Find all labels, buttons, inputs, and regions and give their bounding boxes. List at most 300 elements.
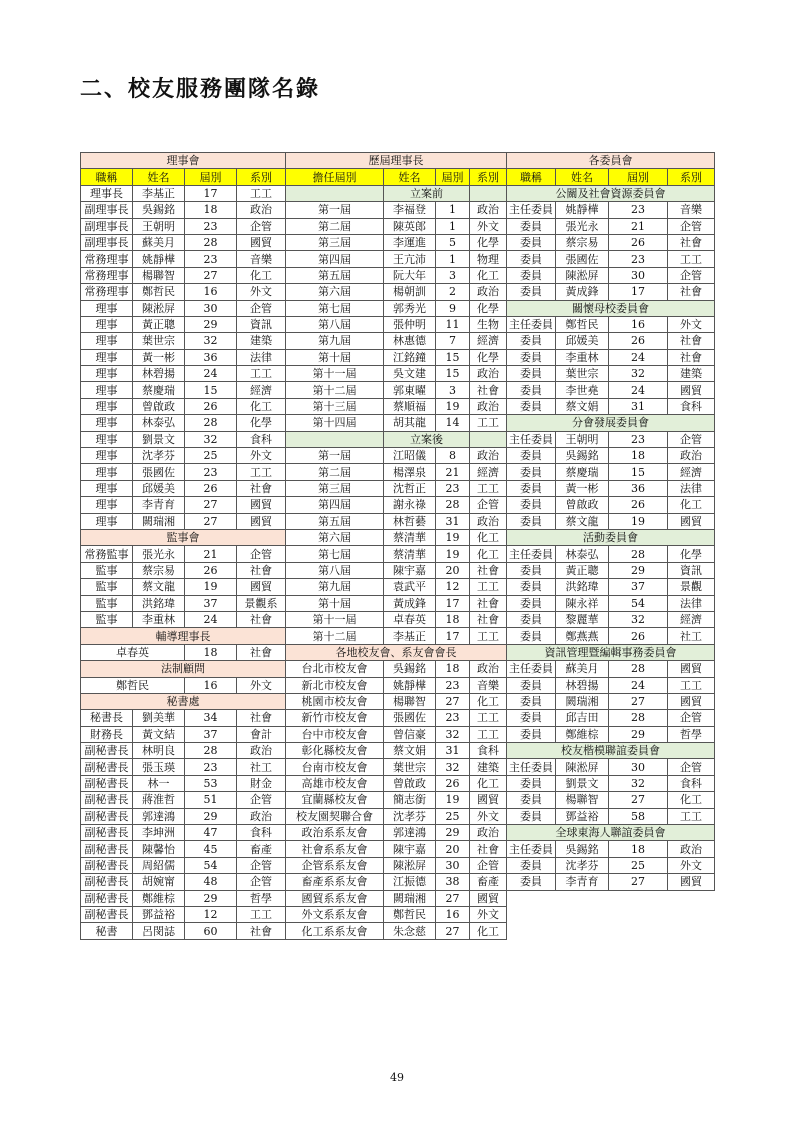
cell: 化工 — [470, 693, 507, 709]
cell: 5 — [436, 234, 470, 250]
cell: 外文 — [470, 906, 507, 922]
cell: 化工 — [470, 775, 507, 791]
cell: 委員 — [507, 464, 556, 480]
cell: 葉世宗 — [384, 759, 436, 775]
cell: 企管 — [237, 874, 286, 890]
cell: 陳淞屏 — [384, 857, 436, 873]
cell: 黃正聰 — [133, 316, 185, 332]
table-row — [286, 464, 507, 480]
cell: 食科 — [237, 825, 286, 841]
group-header-row — [507, 300, 715, 316]
cell: 陳淞屏 — [133, 300, 185, 316]
cell: 劉景文 — [133, 431, 185, 447]
cell: 26 — [185, 398, 237, 414]
table-row — [507, 808, 715, 824]
table-row — [286, 874, 507, 890]
cell: 資訊 — [668, 562, 715, 578]
cell: 委員 — [507, 267, 556, 283]
cell: 吳錫銘 — [133, 202, 185, 218]
table-row — [507, 349, 715, 365]
cell: 法律 — [668, 595, 715, 611]
cell: 23 — [609, 431, 668, 447]
cell: 副秘書長 — [81, 759, 133, 775]
table-row — [507, 775, 715, 791]
cell: 28 — [609, 661, 668, 677]
cell: 畜產 — [470, 874, 507, 890]
column-header: 職稱 — [507, 169, 556, 185]
table-row — [81, 759, 286, 775]
cell: 外文系系友會 — [286, 906, 384, 922]
cell: 第九屆 — [286, 579, 384, 595]
cell: 副秘書長 — [81, 808, 133, 824]
cell: 27 — [609, 874, 668, 890]
cell: 台中市校友會 — [286, 726, 384, 742]
cell: 第五屆 — [286, 513, 384, 529]
table-row — [286, 710, 507, 726]
column-header: 職稱 — [81, 169, 133, 185]
group-header: 立案後 — [384, 431, 470, 447]
cell: 劉美華 — [133, 710, 185, 726]
table-row — [286, 382, 507, 398]
cell: 常務理事 — [81, 284, 133, 300]
cell: 28 — [185, 743, 237, 759]
cell: 林碧揚 — [556, 677, 609, 693]
cell: 第十屆 — [286, 595, 384, 611]
cell: 外文 — [470, 808, 507, 824]
table-row — [81, 792, 286, 808]
cell: 21 — [436, 464, 470, 480]
cell: 23 — [436, 480, 470, 496]
cell: 曾啟政 — [133, 398, 185, 414]
cell: 18 — [436, 661, 470, 677]
cell: 26 — [609, 497, 668, 513]
cell: 委員 — [507, 775, 556, 791]
cell: 李基正 — [133, 185, 185, 201]
cell: 畜產系系友會 — [286, 874, 384, 890]
cell: 江銘鐘 — [384, 349, 436, 365]
cell: 郭達鴻 — [384, 825, 436, 841]
section-header: 秘書處 — [81, 693, 286, 709]
cell: 國貿 — [237, 497, 286, 513]
table-row — [286, 923, 507, 939]
table-row — [286, 513, 507, 529]
column-header-row — [81, 169, 286, 185]
cell: 陳英郎 — [384, 218, 436, 234]
group-header: 校友楷模聯誼委員會 — [507, 743, 715, 759]
cell: 沈孝芬 — [556, 857, 609, 873]
cell: 社會 — [237, 644, 286, 660]
cell: 林哲藝 — [384, 513, 436, 529]
cell: 化工 — [470, 529, 507, 545]
cell: 國貿 — [470, 890, 507, 906]
cell: 化工 — [470, 267, 507, 283]
group-header-row — [286, 185, 507, 201]
cell: 3 — [436, 382, 470, 398]
cell: 2 — [436, 284, 470, 300]
cell: 景觀 — [668, 579, 715, 595]
table-row — [286, 792, 507, 808]
cell: 19 — [609, 513, 668, 529]
cell: 委員 — [507, 710, 556, 726]
cell: 副秘書長 — [81, 792, 133, 808]
cell: 工工 — [470, 726, 507, 742]
cell: 副理事長 — [81, 202, 133, 218]
table-row — [81, 562, 286, 578]
table-row — [81, 431, 286, 447]
cell: 哲學 — [668, 726, 715, 742]
cell: 化學 — [470, 234, 507, 250]
cell: 張玉瑛 — [133, 759, 185, 775]
cell: 主任委員 — [507, 431, 556, 447]
cell: 17 — [436, 628, 470, 644]
cell: 27 — [609, 792, 668, 808]
cell: 委員 — [507, 251, 556, 267]
cell: 委員 — [507, 726, 556, 742]
table-row — [81, 234, 286, 250]
table-row — [81, 595, 286, 611]
cell: 新竹市校友會 — [286, 710, 384, 726]
cell: 25 — [185, 448, 237, 464]
section-header-row — [286, 644, 507, 660]
cell: 李基正 — [384, 628, 436, 644]
cell: 鄭哲民 — [81, 677, 185, 693]
cell: 鄭哲民 — [133, 284, 185, 300]
cell: 理事 — [81, 316, 133, 332]
cell: 化學 — [668, 546, 715, 562]
cell: 23 — [185, 251, 237, 267]
cell: 17 — [609, 284, 668, 300]
cell: 化學 — [470, 349, 507, 365]
cell: 企管 — [470, 497, 507, 513]
table-row — [507, 661, 715, 677]
cell: 沈孝芬 — [384, 808, 436, 824]
cell: 秘書長 — [81, 710, 133, 726]
cell: 常務監事 — [81, 546, 133, 562]
table-row — [81, 333, 286, 349]
cell: 32 — [185, 431, 237, 447]
cell: 19 — [185, 579, 237, 595]
cell: 哲學 — [237, 890, 286, 906]
cell: 14 — [436, 415, 470, 431]
cell: 闕瑞湘 — [384, 890, 436, 906]
cell — [286, 185, 384, 201]
cell: 37 — [185, 726, 237, 742]
cell: 李重林 — [556, 349, 609, 365]
column-header: 姓名 — [133, 169, 185, 185]
cell: 47 — [185, 825, 237, 841]
cell: 第九屆 — [286, 333, 384, 349]
cell: 11 — [436, 316, 470, 332]
cell: 主任委員 — [507, 316, 556, 332]
cell: 鄭維棕 — [133, 890, 185, 906]
cell: 洪銘瑋 — [133, 595, 185, 611]
cell: 第三屆 — [286, 480, 384, 496]
cell: 外文 — [237, 677, 286, 693]
cell: 政治系系友會 — [286, 825, 384, 841]
cell: 20 — [436, 841, 470, 857]
cell: 1 — [436, 202, 470, 218]
column-header: 屆別 — [436, 169, 470, 185]
section-header: 各委員會 — [507, 153, 715, 169]
cell: 呂閔誌 — [133, 923, 185, 939]
table-row — [286, 398, 507, 414]
cell: 企管 — [237, 546, 286, 562]
cell: 彰化縣校友會 — [286, 743, 384, 759]
cell: 台北市校友會 — [286, 661, 384, 677]
cell: 18 — [436, 611, 470, 627]
cell: 秘書 — [81, 923, 133, 939]
cell: 31 — [436, 513, 470, 529]
table-row — [507, 316, 715, 332]
table-row — [507, 284, 715, 300]
cell: 朱念慈 — [384, 923, 436, 939]
cell: 蔡慶瑞 — [133, 382, 185, 398]
cell: 副秘書長 — [81, 906, 133, 922]
cell: 卓春英 — [384, 611, 436, 627]
cell: 委員 — [507, 284, 556, 300]
roster — [80, 152, 714, 972]
cell: 社會 — [237, 710, 286, 726]
cell: 副秘書長 — [81, 841, 133, 857]
table-row — [81, 923, 286, 939]
cell: 畜產 — [237, 841, 286, 857]
cell: 32 — [436, 759, 470, 775]
cell: 政治 — [470, 398, 507, 414]
cell: 企管 — [237, 792, 286, 808]
cell: 企管 — [668, 267, 715, 283]
cell: 第二屆 — [286, 218, 384, 234]
cell: 常務理事 — [81, 267, 133, 283]
table-row — [81, 743, 286, 759]
table-row — [507, 726, 715, 742]
table-row — [507, 562, 715, 578]
cell: 食科 — [668, 775, 715, 791]
cell: 主任委員 — [507, 759, 556, 775]
cell: 周紹儒 — [133, 857, 185, 873]
table-row — [81, 710, 286, 726]
table-row — [81, 349, 286, 365]
cell: 23 — [185, 218, 237, 234]
cell: 30 — [609, 759, 668, 775]
table-row — [286, 497, 507, 513]
table-row — [81, 677, 286, 693]
cell: 第一屆 — [286, 202, 384, 218]
group-header-row — [507, 185, 715, 201]
cell: 23 — [609, 202, 668, 218]
table-row — [507, 251, 715, 267]
table-row — [507, 431, 715, 447]
cell: 化工系系友會 — [286, 923, 384, 939]
table-row — [81, 546, 286, 562]
cell: 楊聯智 — [556, 792, 609, 808]
table-row — [507, 366, 715, 382]
cell: 28 — [609, 710, 668, 726]
cell: 化工 — [668, 497, 715, 513]
cell: 陳宇嘉 — [384, 562, 436, 578]
cell: 委員 — [507, 349, 556, 365]
cell: 委員 — [507, 562, 556, 578]
cell: 政治 — [470, 366, 507, 382]
cell: 27 — [185, 513, 237, 529]
cell: 17 — [185, 185, 237, 201]
cell: 陳馨怡 — [133, 841, 185, 857]
cell: 袁武平 — [384, 579, 436, 595]
cell: 18 — [609, 448, 668, 464]
cell: 化工 — [470, 546, 507, 562]
cell: 58 — [609, 808, 668, 824]
cell: 29 — [609, 562, 668, 578]
cell: 1 — [436, 218, 470, 234]
table-row — [286, 546, 507, 562]
cell: 工工 — [470, 415, 507, 431]
cell: 葉世宗 — [133, 333, 185, 349]
cell: 第八屆 — [286, 562, 384, 578]
cell: 29 — [609, 726, 668, 742]
cell: 15 — [436, 366, 470, 382]
cell: 黃成鋒 — [384, 595, 436, 611]
cell: 外文 — [668, 857, 715, 873]
cell: 企管 — [668, 218, 715, 234]
cell: 胡其龍 — [384, 415, 436, 431]
cell: 16 — [609, 316, 668, 332]
cell: 會計 — [237, 726, 286, 742]
cell: 林碧揚 — [133, 366, 185, 382]
cell: 委員 — [507, 382, 556, 398]
table-row — [507, 874, 715, 890]
cell: 黃一彬 — [556, 480, 609, 496]
cell: 葉世宗 — [556, 366, 609, 382]
cell: 社會 — [668, 284, 715, 300]
cell: 理事 — [81, 431, 133, 447]
cell: 工工 — [470, 710, 507, 726]
cell: 27 — [436, 693, 470, 709]
column-header: 系別 — [237, 169, 286, 185]
column-header-row — [286, 169, 507, 185]
cell: 邱吉田 — [556, 710, 609, 726]
cell: 化工 — [237, 398, 286, 414]
table-row — [507, 792, 715, 808]
cell: 15 — [436, 349, 470, 365]
cell: 卓春英 — [81, 644, 185, 660]
cell: 委員 — [507, 677, 556, 693]
cell: 郭東曜 — [384, 382, 436, 398]
table-row — [286, 693, 507, 709]
cell: 企管 — [668, 431, 715, 447]
table-row — [286, 579, 507, 595]
cell: 24 — [609, 677, 668, 693]
table-row — [286, 628, 507, 644]
section-header: 監事會 — [81, 529, 286, 545]
cell: 第十一屆 — [286, 366, 384, 382]
cell: 張國佐 — [133, 464, 185, 480]
cell: 45 — [185, 841, 237, 857]
table-row — [81, 825, 286, 841]
table-row — [286, 366, 507, 382]
cell: 林泰弘 — [133, 415, 185, 431]
group-header-row — [507, 415, 715, 431]
cell — [470, 185, 507, 201]
cell: 化學 — [237, 415, 286, 431]
cell: 洪銘瑋 — [556, 579, 609, 595]
cell: 理事 — [81, 349, 133, 365]
cell: 27 — [185, 497, 237, 513]
cell: 理事 — [81, 480, 133, 496]
cell: 李運進 — [384, 234, 436, 250]
table-row — [507, 202, 715, 218]
table-row — [286, 661, 507, 677]
cell: 鄭哲民 — [384, 906, 436, 922]
section-header-row — [81, 661, 286, 677]
group-header-row — [286, 431, 507, 447]
cell: 國貿 — [668, 874, 715, 890]
cell: 鄭哲民 — [556, 316, 609, 332]
cell: 監事 — [81, 595, 133, 611]
cell: 政治 — [237, 743, 286, 759]
table-row — [81, 251, 286, 267]
cell: 沈哲正 — [384, 480, 436, 496]
cell: 第七屆 — [286, 546, 384, 562]
cell: 吳錫銘 — [556, 448, 609, 464]
cell: 社會 — [470, 611, 507, 627]
cell: 第四屆 — [286, 497, 384, 513]
cell: 張國佐 — [384, 710, 436, 726]
section-header-row — [81, 693, 286, 709]
table-row — [286, 825, 507, 841]
cell: 宜蘭縣校友會 — [286, 792, 384, 808]
cell: 蔡文娟 — [556, 398, 609, 414]
cell: 理事 — [81, 333, 133, 349]
table-row — [81, 857, 286, 873]
cell: 陳宇嘉 — [384, 841, 436, 857]
cell: 委員 — [507, 234, 556, 250]
cell: 簡志銜 — [384, 792, 436, 808]
cell: 企管 — [470, 857, 507, 873]
cell: 吳文建 — [384, 366, 436, 382]
group-header-row — [507, 529, 715, 545]
cell: 第十三屆 — [286, 398, 384, 414]
cell: 第二屆 — [286, 464, 384, 480]
cell: 鄭燕燕 — [556, 628, 609, 644]
cell: 26 — [436, 775, 470, 791]
group-header: 分會發展委員會 — [507, 415, 715, 431]
cell: 政治 — [470, 825, 507, 841]
cell: 29 — [185, 316, 237, 332]
cell: 12 — [436, 579, 470, 595]
cell: 政治 — [668, 841, 715, 857]
cell: 楊朝訓 — [384, 284, 436, 300]
cell: 江昭儀 — [384, 448, 436, 464]
section-header-row — [507, 153, 715, 169]
cell: 12 — [185, 906, 237, 922]
table-row — [286, 857, 507, 873]
group-header: 關懷母校委員會 — [507, 300, 715, 316]
table-row — [286, 284, 507, 300]
cell: 化工 — [470, 923, 507, 939]
committees-table — [506, 152, 715, 891]
cell: 21 — [609, 218, 668, 234]
cell: 主任委員 — [507, 202, 556, 218]
cell: 桃園市校友會 — [286, 693, 384, 709]
table-row — [81, 513, 286, 529]
column-header: 姓名 — [556, 169, 609, 185]
cell: 1 — [436, 251, 470, 267]
section-header-row — [286, 153, 507, 169]
cell: 黃一彬 — [133, 349, 185, 365]
cell: 林一 — [133, 775, 185, 791]
cell — [470, 431, 507, 447]
cell: 29 — [185, 808, 237, 824]
cell: 經濟 — [470, 464, 507, 480]
